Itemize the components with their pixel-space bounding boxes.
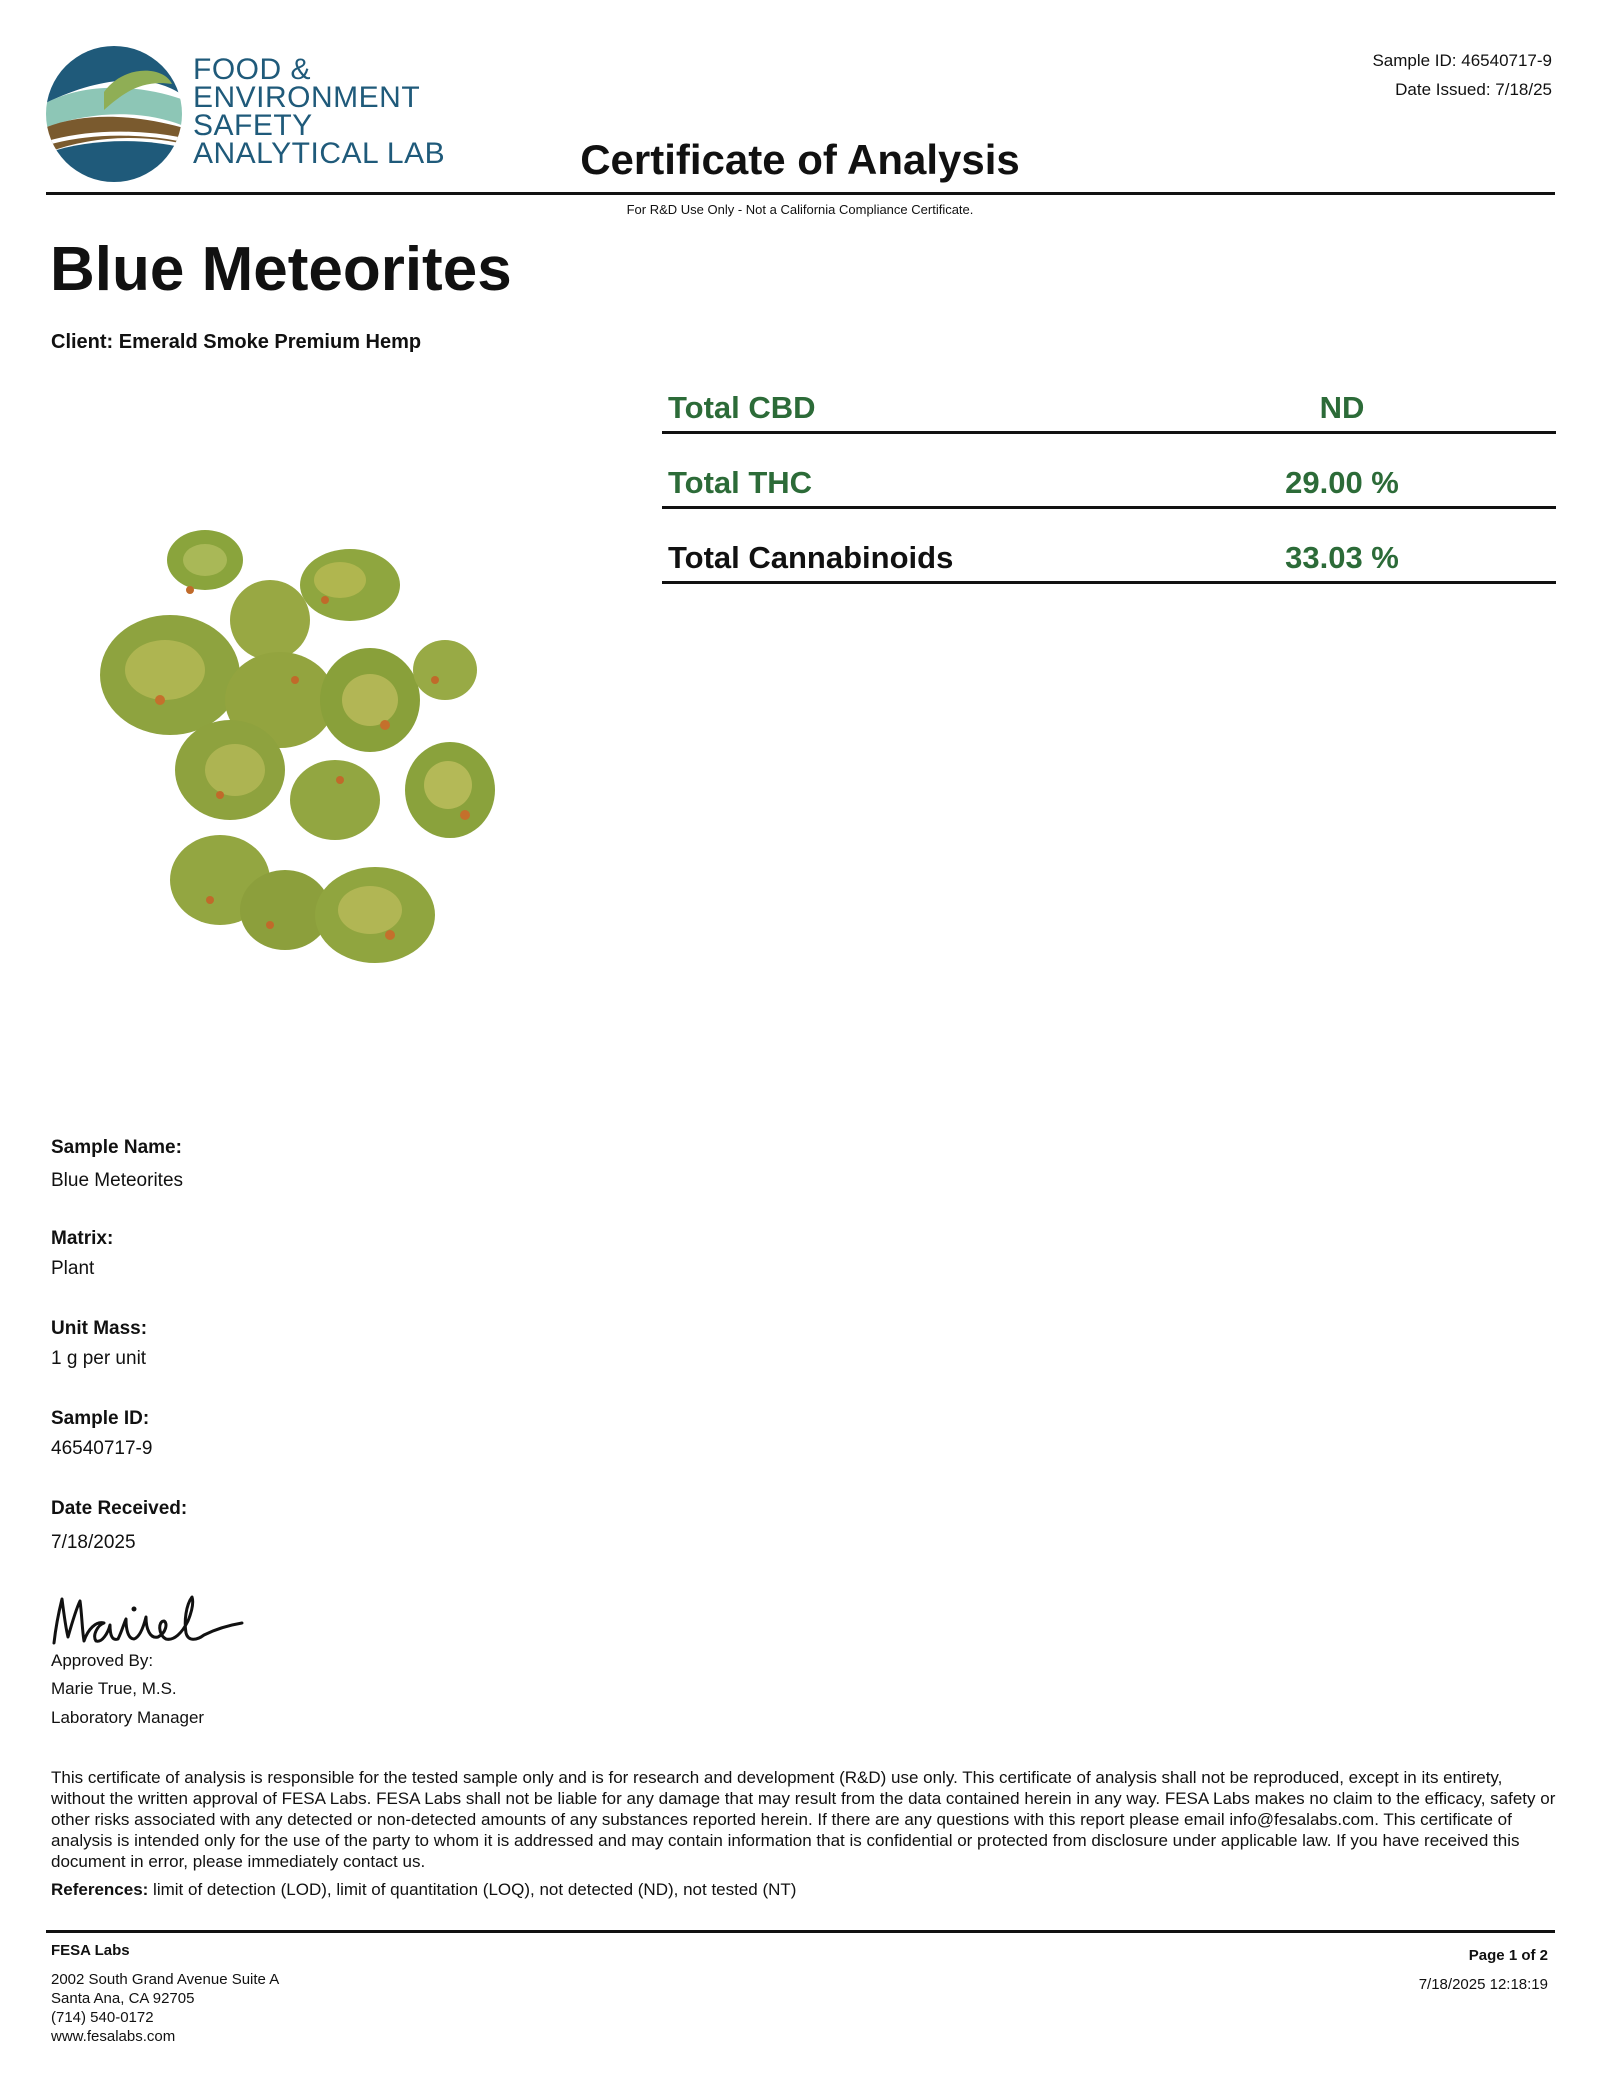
summary-row-thc <box>662 434 1556 509</box>
summary-row-cbd <box>662 359 1556 434</box>
legal-disclaimer: This certificate of analysis is responsible for the tested sample only and is for research and development (R&D) use only. This certificate of analysis shall not be reproduced, except in its entirety, without the written approval of FESA Labs. FESA Labs shall not be liable for any damage that may result from the data contained herein in any way. FESA Labs makes no claim to the efficacy, safety or other risks associated with any detected or non-detected amounts of any substances reported herein. If there are any questions with this report please email info@fesalabs.com. This certificate of analysis is intended only for the use of the party to whom it is addressed and may contain information that is confidential or protected from disclosure under applicable law. If you have received this document in error, please immediately contact us. <box>51 1768 1556 1871</box>
page-number: Page 1 of 2 <box>1468 1947 1548 1964</box>
footer-company-info <box>51 1941 279 2046</box>
footer-phone: (714) 540-0172 <box>51 2009 154 2026</box>
references-text: limit of detection (LOD), limit of quantitation (LOQ), not detected (ND), not tested (NT) <box>148 1880 797 1899</box>
summary-label: Total THC <box>668 465 813 500</box>
summary-label: Total CBD <box>668 390 816 425</box>
date-received-value: 7/18/2025 <box>51 1532 136 1553</box>
product-photo <box>70 530 510 990</box>
compliance-disclaimer: For R&D Use Only - Not a California Compliance Certificate. <box>626 202 974 217</box>
summary-label: Total Cannabinoids <box>668 540 954 575</box>
references-label: References: <box>51 1880 149 1899</box>
matrix-label: Matrix: <box>51 1228 114 1249</box>
document-title: Certificate of Analysis <box>580 136 1020 183</box>
summary-value: 29.00 % <box>1285 465 1399 500</box>
unit-mass-value: 1 g per unit <box>51 1348 147 1369</box>
summary-value: ND <box>1319 390 1365 425</box>
approver-name: Marie True, M.S. <box>51 1679 177 1698</box>
approved-by-label: Approved By: <box>51 1651 154 1670</box>
footer-page-info <box>1419 1941 1548 1999</box>
date-received-label: Date Received: <box>51 1498 188 1519</box>
sample-name-label: Sample Name: <box>51 1137 182 1158</box>
summary-value: 33.03 % <box>1285 540 1399 575</box>
summary-row-total-cannabinoids <box>662 509 1556 584</box>
unit-mass-label: Unit Mass: <box>51 1318 148 1339</box>
footer-company-name: FESA Labs <box>51 1942 130 1959</box>
header-meta <box>1372 46 1552 104</box>
logo-line: ANALYTICAL LAB <box>193 137 446 170</box>
header-date-issued: Date Issued: 7/18/25 <box>1395 80 1552 99</box>
header-divider <box>46 192 1555 195</box>
footer-divider <box>46 1930 1555 1933</box>
sample-id-label: Sample ID: <box>51 1408 150 1429</box>
client-name: Client: Emerald Smoke Premium Hemp <box>51 331 422 353</box>
approver-role: Laboratory Manager <box>51 1708 205 1727</box>
footer-timestamp: 7/18/2025 12:18:19 <box>1418 1976 1548 1993</box>
logo-line: SAFETY <box>193 109 313 142</box>
logo-line: FOOD & <box>193 53 312 86</box>
product-name: Blue Meteorites <box>50 235 512 304</box>
sample-name-value: Blue Meteorites <box>51 1170 184 1191</box>
header-sample-id: Sample ID: 46540717-9 <box>1372 51 1552 70</box>
logo-line: ENVIRONMENT <box>193 81 421 114</box>
footer-website: www.fesalabs.com <box>51 2028 176 2045</box>
references-line <box>51 1880 796 1900</box>
footer-address-2: Santa Ana, CA 92705 <box>51 1990 195 2007</box>
matrix-value: Plant <box>51 1258 95 1279</box>
sample-id-value: 46540717-9 <box>51 1438 153 1459</box>
footer-address-1: 2002 South Grand Avenue Suite A <box>51 1971 280 1988</box>
approver-signature <box>46 1585 246 1653</box>
